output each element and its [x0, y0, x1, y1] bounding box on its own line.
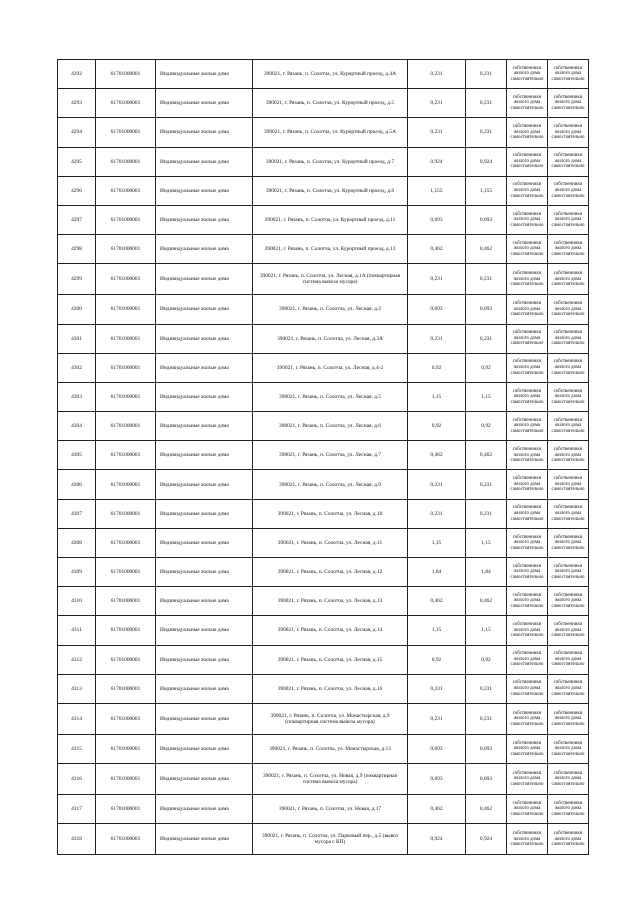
oktmo-code: 61701000001: [96, 235, 156, 264]
volume-value: 0,231: [408, 674, 466, 703]
row-number: 4308: [58, 528, 96, 557]
responsible-party: собственники жилого дома самостоятельно: [507, 703, 548, 734]
oktmo-code: 61701000001: [96, 176, 156, 205]
responsible-party-2: собственники жилого дома самостоятельно: [548, 205, 589, 234]
object-type: Индивидуальные жилые дома: [156, 674, 253, 703]
table-row: [58, 235, 589, 264]
object-type: Индивидуальные жилые дома: [156, 824, 253, 855]
responsible-party-2: собственники жилого дома самостоятельно: [548, 734, 589, 763]
responsible-party: собственники жилого дома самостоятельно: [507, 118, 548, 147]
oktmo-code: 61701000001: [96, 703, 156, 734]
volume-value-2: 0,924: [466, 824, 507, 855]
volume-value-2: 0,231: [466, 118, 507, 147]
row-number: 4303: [58, 382, 96, 411]
responsible-party-2: собственники жилого дома самостоятельно: [548, 824, 589, 855]
volume-value: 0,693: [408, 764, 466, 795]
table-body: [58, 60, 589, 855]
object-type: Индивидуальные жилые дома: [156, 264, 253, 295]
object-type: Индивидуальные жилые дома: [156, 295, 253, 324]
volume-value: 0,231: [408, 703, 466, 734]
oktmo-code: 61701000001: [96, 147, 156, 176]
responsible-party-2: собственники жилого дома самостоятельно: [548, 703, 589, 734]
table-row: [58, 205, 589, 234]
object-address: 390021, г. Рязань, п. Солотча, ул. Курортный проезд, д.5А: [253, 118, 408, 147]
volume-value-2: 0,693: [466, 734, 507, 763]
row-number: 4301: [58, 324, 96, 353]
object-address: 390021, г. Рязань, п. Солотча, ул. Лесная, д.3А: [253, 324, 408, 353]
table-row: [58, 528, 589, 557]
object-address: 390021, г. Рязань, п. Солотча, ул. Лесная, д.4-2: [253, 353, 408, 382]
responsible-party: собственники жилого дома самостоятельно: [507, 674, 548, 703]
row-number: 4306: [58, 470, 96, 499]
object-type: Индивидуальные жилые дома: [156, 587, 253, 616]
object-type: Индивидуальные жилые дома: [156, 412, 253, 441]
oktmo-code: 61701000001: [96, 558, 156, 587]
responsible-party: собственники жилого дома самостоятельно: [507, 147, 548, 176]
table-row: [58, 147, 589, 176]
table-row: [58, 674, 589, 703]
volume-value-2: 0,231: [466, 499, 507, 528]
volume-value-2: 1,155: [466, 176, 507, 205]
oktmo-code: 61701000001: [96, 412, 156, 441]
responsible-party: собственники жилого дома самостоятельно: [507, 264, 548, 295]
object-address: 390021, г. Рязань, п. Солотча, ул. Монастырская, д.13: [253, 734, 408, 763]
oktmo-code: 61701000001: [96, 264, 156, 295]
oktmo-code: 61701000001: [96, 118, 156, 147]
responsible-party-2: собственники жилого дома самостоятельно: [548, 795, 589, 824]
table-row: [58, 441, 589, 470]
oktmo-code: 61701000001: [96, 645, 156, 674]
object-address: 390021, г. Рязань, п. Солотча, ул. Лесная, д.16: [253, 674, 408, 703]
row-number: 4295: [58, 147, 96, 176]
object-type: Индивидуальные жилые дома: [156, 235, 253, 264]
volume-value-2: 0,462: [466, 235, 507, 264]
responsible-party: собственники жилого дома самостоятельно: [507, 587, 548, 616]
responsible-party-2: собственники жилого дома самостоятельно: [548, 60, 589, 89]
object-type: Индивидуальные жилые дома: [156, 558, 253, 587]
volume-value: 0,231: [408, 60, 466, 89]
volume-value: 1,155: [408, 176, 466, 205]
responsible-party-2: собственники жилого дома самостоятельно: [548, 176, 589, 205]
object-address: 390021, г. Рязань, п. Солотча, ул. Парковый пер., д.5 (вывоз мусора с КП): [253, 824, 408, 855]
table-row: [58, 412, 589, 441]
responsible-party-2: собственники жилого дома самостоятельно: [548, 587, 589, 616]
oktmo-code: 61701000001: [96, 528, 156, 557]
volume-value-2: 1,15: [466, 382, 507, 411]
responsible-party: собственники жилого дома самостоятельно: [507, 295, 548, 324]
object-address: 390021, г. Рязань, п. Солотча, ул. Монастырская, д.9 (поквартирная система вывоза мусора): [253, 703, 408, 734]
volume-value: 1,15: [408, 382, 466, 411]
responsible-party: собственники жилого дома самостоятельно: [507, 764, 548, 795]
row-number: 4294: [58, 118, 96, 147]
responsible-party-2: собственники жилого дома самостоятельно: [548, 324, 589, 353]
responsible-party: собственники жилого дома самостоятельно: [507, 795, 548, 824]
row-number: 4304: [58, 412, 96, 441]
volume-value: 0,462: [408, 235, 466, 264]
row-number: 4297: [58, 205, 96, 234]
responsible-party-2: собственники жилого дома самостоятельно: [548, 616, 589, 645]
volume-value: 0,92: [408, 353, 466, 382]
volume-value: 1,15: [408, 616, 466, 645]
volume-value-2: 0,92: [466, 353, 507, 382]
responsible-party-2: собственники жилого дома самостоятельно: [548, 764, 589, 795]
row-number: 4293: [58, 89, 96, 118]
volume-value-2: 0,693: [466, 295, 507, 324]
oktmo-code: 61701000001: [96, 674, 156, 703]
object-address: 390021, г. Рязань, п. Солотча, ул. Лесная, д.15: [253, 645, 408, 674]
object-type: Индивидуальные жилые дома: [156, 441, 253, 470]
responsible-party: собственники жилого дома самостоятельно: [507, 441, 548, 470]
row-number: 4315: [58, 734, 96, 763]
row-number: 4300: [58, 295, 96, 324]
volume-value-2: 1,84: [466, 558, 507, 587]
table-row: [58, 734, 589, 763]
volume-value-2: 1,15: [466, 616, 507, 645]
oktmo-code: 61701000001: [96, 824, 156, 855]
object-address: 390021, г. Рязань, п. Солотча, ул. Курортный проезд, д.4А: [253, 60, 408, 89]
volume-value: 0,231: [408, 470, 466, 499]
volume-value-2: 0,231: [466, 674, 507, 703]
row-number: 4313: [58, 674, 96, 703]
object-address: 390021, г. Рязань, п. Солотча, ул. Новая, д.9 (поквартирная система вывоза мусора): [253, 764, 408, 795]
volume-value: 0,231: [408, 89, 466, 118]
object-address: 390021, г. Рязань, п. Солотча, ул. Лесная, д.13: [253, 587, 408, 616]
oktmo-code: 61701000001: [96, 353, 156, 382]
row-number: 4307: [58, 499, 96, 528]
table-row: [58, 470, 589, 499]
table-row: [58, 324, 589, 353]
table-row: [58, 89, 589, 118]
object-type: Индивидуальные жилые дома: [156, 499, 253, 528]
responsible-party-2: собственники жилого дома самостоятельно: [548, 147, 589, 176]
responsible-party-2: собственники жилого дома самостоятельно: [548, 264, 589, 295]
table-row: [58, 616, 589, 645]
oktmo-code: 61701000001: [96, 324, 156, 353]
object-type: Индивидуальные жилые дома: [156, 147, 253, 176]
object-address: 390021, г. Рязань, п. Солотча, ул. Курортный проезд, д.11: [253, 205, 408, 234]
volume-value: 0,231: [408, 118, 466, 147]
object-type: Индивидуальные жилые дома: [156, 89, 253, 118]
row-number: 4312: [58, 645, 96, 674]
responsible-party-2: собственники жилого дома самостоятельно: [548, 353, 589, 382]
responsible-party: собственники жилого дома самостоятельно: [507, 528, 548, 557]
volume-value-2: 0,92: [466, 645, 507, 674]
volume-value: 1,84: [408, 558, 466, 587]
oktmo-code: 61701000001: [96, 60, 156, 89]
responsible-party-2: собственники жилого дома самостоятельно: [548, 674, 589, 703]
object-address: 390021, г. Рязань, п. Солотча, ул. Лесная, д.7: [253, 441, 408, 470]
volume-value: 0,924: [408, 147, 466, 176]
row-number: 4302: [58, 353, 96, 382]
responsible-party-2: собственники жилого дома самостоятельно: [548, 235, 589, 264]
table-row: [58, 353, 589, 382]
object-address: 390021, г. Рязань, п. Солотча, ул. Лесная, д.2: [253, 295, 408, 324]
object-address: 390021, г. Рязань, п. Солотча, ул. Курортный проезд, д.13: [253, 235, 408, 264]
object-address: 390021, г. Рязань, п. Солотча, ул. Лесная, д.9: [253, 470, 408, 499]
row-number: 4299: [58, 264, 96, 295]
object-type: Индивидуальные жилые дома: [156, 616, 253, 645]
responsible-party: собственники жилого дома самостоятельно: [507, 470, 548, 499]
table-row: [58, 703, 589, 734]
volume-value-2: 0,462: [466, 441, 507, 470]
row-number: 4309: [58, 558, 96, 587]
volume-value: 1,15: [408, 528, 466, 557]
object-type: Индивидуальные жилые дома: [156, 703, 253, 734]
table-row: [58, 824, 589, 855]
object-address: 390021, г. Рязань, п. Солотча, ул. Курортный проезд, д.7: [253, 147, 408, 176]
object-type: Индивидуальные жилые дома: [156, 764, 253, 795]
responsible-party: собственники жилого дома самостоятельно: [507, 176, 548, 205]
responsible-party-2: собственники жилого дома самостоятельно: [548, 382, 589, 411]
object-address: 390021, г. Рязань, п. Солотча, ул. Лесная, д.1А (поквартирная система вывоза мусора): [253, 264, 408, 295]
waste-registry-table: [57, 59, 589, 855]
volume-value: 0,462: [408, 587, 466, 616]
oktmo-code: 61701000001: [96, 587, 156, 616]
table-row: [58, 764, 589, 795]
object-address: 390021, г. Рязань, п. Солотча, ул. Лесная, д.6: [253, 412, 408, 441]
responsible-party-2: собственники жилого дома самостоятельно: [548, 118, 589, 147]
row-number: 4305: [58, 441, 96, 470]
table-row: [58, 795, 589, 824]
row-number: 4292: [58, 60, 96, 89]
volume-value-2: 0,693: [466, 205, 507, 234]
object-type: Индивидуальные жилые дома: [156, 176, 253, 205]
oktmo-code: 61701000001: [96, 441, 156, 470]
volume-value: 0,693: [408, 205, 466, 234]
responsible-party-2: собственники жилого дома самостоятельно: [548, 295, 589, 324]
table-row: [58, 499, 589, 528]
responsible-party: собственники жилого дома самостоятельно: [507, 824, 548, 855]
volume-value: 0,693: [408, 734, 466, 763]
responsible-party: собственники жилого дома самостоятельно: [507, 558, 548, 587]
responsible-party: собственники жилого дома самостоятельно: [507, 734, 548, 763]
table-row: [58, 176, 589, 205]
responsible-party-2: собственники жилого дома самостоятельно: [548, 528, 589, 557]
responsible-party-2: собственники жилого дома самостоятельно: [548, 645, 589, 674]
volume-value-2: 0,231: [466, 89, 507, 118]
volume-value-2: 0,924: [466, 147, 507, 176]
object-type: Индивидуальные жилые дома: [156, 324, 253, 353]
volume-value-2: 0,693: [466, 764, 507, 795]
row-number: 4310: [58, 587, 96, 616]
table-row: [58, 558, 589, 587]
volume-value-2: 0,231: [466, 470, 507, 499]
responsible-party: собственники жилого дома самостоятельно: [507, 616, 548, 645]
responsible-party-2: собственники жилого дома самостоятельно: [548, 470, 589, 499]
object-address: 390021, г. Рязань, п. Солотча, ул. Лесная, д.5: [253, 382, 408, 411]
responsible-party: собственники жилого дома самостоятельно: [507, 382, 548, 411]
object-type: Индивидуальные жилые дома: [156, 470, 253, 499]
responsible-party-2: собственники жилого дома самостоятельно: [548, 89, 589, 118]
oktmo-code: 61701000001: [96, 89, 156, 118]
object-address: 390021, г. Рязань, п. Солотча, ул. Курортный проезд, д.8: [253, 176, 408, 205]
table-row: [58, 295, 589, 324]
responsible-party-2: собственники жилого дома самостоятельно: [548, 441, 589, 470]
responsible-party-2: собственники жилого дома самостоятельно: [548, 499, 589, 528]
volume-value: 0,92: [408, 645, 466, 674]
volume-value-2: 0,462: [466, 795, 507, 824]
row-number: 4314: [58, 703, 96, 734]
object-type: Индивидуальные жилые дома: [156, 118, 253, 147]
document-page: [57, 59, 589, 855]
volume-value: 0,462: [408, 441, 466, 470]
responsible-party: собственники жилого дома самостоятельно: [507, 60, 548, 89]
volume-value: 0,462: [408, 795, 466, 824]
object-address: 390021, г. Рязань, п. Солотча, ул. Лесная, д.11: [253, 528, 408, 557]
row-number: 4317: [58, 795, 96, 824]
responsible-party: собственники жилого дома самостоятельно: [507, 89, 548, 118]
volume-value-2: 1,15: [466, 528, 507, 557]
object-type: Индивидуальные жилые дома: [156, 205, 253, 234]
row-number: 4298: [58, 235, 96, 264]
volume-value-2: 0,231: [466, 324, 507, 353]
oktmo-code: 61701000001: [96, 764, 156, 795]
responsible-party: собственники жилого дома самостоятельно: [507, 324, 548, 353]
volume-value-2: 0,231: [466, 264, 507, 295]
oktmo-code: 61701000001: [96, 205, 156, 234]
row-number: 4296: [58, 176, 96, 205]
table-row: [58, 382, 589, 411]
object-type: Индивидуальные жилые дома: [156, 353, 253, 382]
row-number: 4318: [58, 824, 96, 855]
object-address: 390021, г. Рязань, п. Солотча, ул. Лесная, д.14: [253, 616, 408, 645]
row-number: 4316: [58, 764, 96, 795]
volume-value-2: 0,231: [466, 703, 507, 734]
responsible-party: собственники жилого дома самостоятельно: [507, 499, 548, 528]
volume-value-2: 0,462: [466, 587, 507, 616]
oktmo-code: 61701000001: [96, 616, 156, 645]
table-row: [58, 118, 589, 147]
object-type: Индивидуальные жилые дома: [156, 528, 253, 557]
oktmo-code: 61701000001: [96, 382, 156, 411]
responsible-party: собственники жилого дома самостоятельно: [507, 205, 548, 234]
volume-value: 0,231: [408, 264, 466, 295]
object-type: Индивидуальные жилые дома: [156, 734, 253, 763]
volume-value: 0,231: [408, 499, 466, 528]
object-type: Индивидуальные жилые дома: [156, 795, 253, 824]
object-type: Индивидуальные жилые дома: [156, 382, 253, 411]
responsible-party-2: собственники жилого дома самостоятельно: [548, 558, 589, 587]
volume-value: 0,231: [408, 324, 466, 353]
table-row: [58, 645, 589, 674]
volume-value-2: 0,92: [466, 412, 507, 441]
volume-value: 0,924: [408, 824, 466, 855]
table-row: [58, 587, 589, 616]
object-address: 390021, г. Рязань, п. Солотча, ул. Лесная, д.10: [253, 499, 408, 528]
table-row: [58, 60, 589, 89]
responsible-party: собственники жилого дома самостоятельно: [507, 235, 548, 264]
oktmo-code: 61701000001: [96, 470, 156, 499]
responsible-party: собственники жилого дома самостоятельно: [507, 353, 548, 382]
oktmo-code: 61701000001: [96, 795, 156, 824]
object-type: Индивидуальные жилые дома: [156, 60, 253, 89]
object-address: 390021, г. Рязань, п. Солотча, ул. Лесная, д.12: [253, 558, 408, 587]
oktmo-code: 61701000001: [96, 295, 156, 324]
object-address: 390021, г. Рязань, п. Солотча, ул. Новая, д.17: [253, 795, 408, 824]
responsible-party: собственники жилого дома самостоятельно: [507, 412, 548, 441]
responsible-party: собственники жилого дома самостоятельно: [507, 645, 548, 674]
volume-value-2: 0,231: [466, 60, 507, 89]
volume-value: 0,92: [408, 412, 466, 441]
volume-value: 0,693: [408, 295, 466, 324]
oktmo-code: 61701000001: [96, 734, 156, 763]
table-row: [58, 264, 589, 295]
row-number: 4311: [58, 616, 96, 645]
object-type: Индивидуальные жилые дома: [156, 645, 253, 674]
responsible-party-2: собственники жилого дома самостоятельно: [548, 412, 589, 441]
object-address: 390021, г. Рязань, п. Солотча, ул. Курортный проезд, д.5: [253, 89, 408, 118]
oktmo-code: 61701000001: [96, 499, 156, 528]
